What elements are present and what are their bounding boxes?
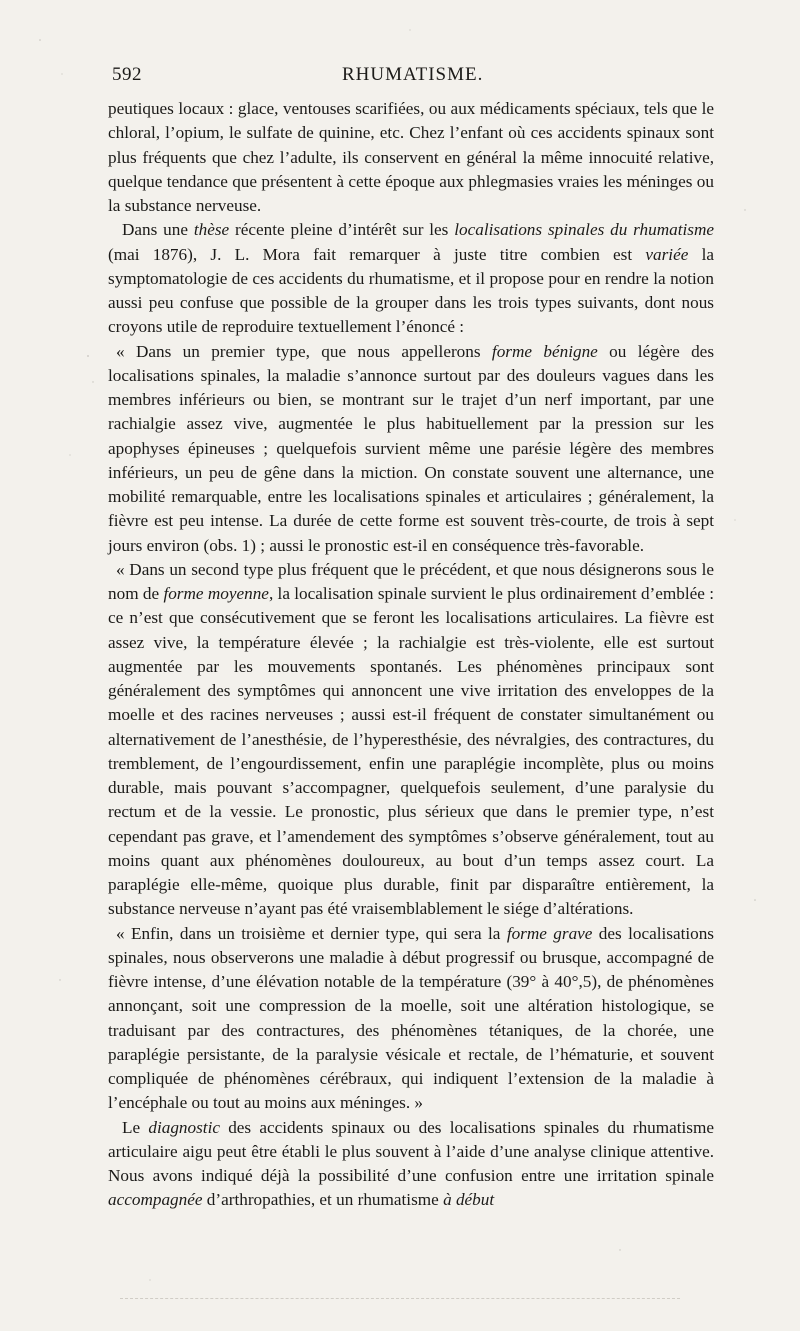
italic-text-run: forme moyenne — [163, 584, 269, 603]
text-run: récente pleine d’intérêt sur les — [229, 220, 455, 240]
text-run: « Dans un premier type, que nous appellerons — [116, 341, 492, 361]
paragraph-diagnostic — [108, 1116, 714, 1213]
italic-text-run: forme grave — [506, 923, 593, 943]
paragraph-forme-moyenne — [108, 558, 714, 922]
text-run: peutiques locaux : glace, ventouses scarifiées, ou aux médicaments spéciaux, tels que le chloral, l’opium, le sulfate de quinine, etc. Chez l’enfant où ces accidents spinaux sont plus fréquents que chez l’adulte, ils conservent en général la même innocuité relative, quelque tendance que présentent à cette époque aux phlegmasies vraies les méninges ou la substance nerveuse. — [108, 99, 714, 215]
italic-text-run: à début — [443, 1190, 495, 1210]
italic-text-run: diagnostic — [148, 1117, 220, 1137]
italic-text-run: thèse — [193, 220, 230, 240]
text-run: ou légère des localisations spinales, la maladie s’annonce surtout par des douleurs vagues dans les membres inférieurs ou bien, se montrant sur le trajet d’un nerf important, par une rachialgie assez vive, augmentée le plus habituellement par la pression sur les apophyses épineuses ; quelquefois survient même une parésie légère des membres inférieurs, un peu de gêne dans la miction. On constate souvent une alternance, une mobilité remarquable, entre les localisations spinales et articulaires ; généralement, la fièvre est peu intense. La durée de cette forme est souvent très-courte, de trois à sept jours environ (obs. 1) ; aussi le pronostic est-il en conséquence très-favorable. — [108, 341, 715, 555]
text-run: , la localisation spinale survient le plus ordinairement d’emblée : ce n’est que consécutivement que se feront les localisations articulaires. La fièvre est assez vive, la température élevée ; la rachialgie est très-violente, elle est surtout augmentée par les mouvements spontanés. Les phénomènes principaux sont généralement des symptômes qui annoncent une vive irritation des enveloppes de la moelle et des racines nerveuses ; aussi est-il fréquent de constater simultanément ou alternativement de l’anesthésie, de l’hyperesthésie, des névralgies, des contractures, du tremblement, de l’engourdissement, enfin une paraplégie incomplète, plus ou moins durable, mais pouvant s’accompagner, quelquefois seulement, d’une paralysie du rectum et de la vessie. Le pronostic, plus sérieux que dans le premier type, n’est cependant pas grave, et l’amendement des symptômes s’observe généralement, tout au moins quant aux phénomènes douloureux, au bout d’un temps assez court. La paraplégie elle-même, quoique plus durable, finit par disparaître entièrement, la substance nerveuse n’ayant pas été vraisemblablement le siége d’altérations. — [108, 584, 714, 919]
paragraph-forme-benigne — [108, 340, 714, 558]
italic-text-run: forme bénigne — [491, 341, 598, 361]
text-run: des localisations spinales, nous observerons une maladie à début progressif ou brusque, accompagné de fièvre intense, d’une élévation notable de la température (39° à 40°,5), de phénomènes annonçant, soit une compression de la moelle, soit une altération histologique, se traduisant par des contractures, des phénomènes tétaniques, de la chorée, une paraplégie persistante, de la paralysie vésicale et rectale, de l’hématurie, et souvent compliquée de phénomènes cérébraux, qui indiquent l’extension de la maladie à l’encéphale ou tout au moins aux méninges. » — [108, 923, 714, 1113]
body-text — [108, 97, 714, 1213]
page-bottom-smudge — [120, 1298, 680, 1301]
paragraph-mora-thesis — [108, 218, 714, 339]
page-header — [112, 64, 712, 94]
running-title: RHUMATISME. — [342, 64, 484, 85]
italic-text-run: accompagnée — [108, 1190, 203, 1210]
paragraph-forme-grave — [108, 922, 714, 1116]
text-run: la symptomatologie de ces accidents du rhumatisme, et il propose pour en rendre la notion aussi peu confuse que possible de la grouper dans les trois types suivants, dont nous croyons utile de reproduire textuellement l’énoncé : — [108, 244, 714, 337]
text-run: « Dans un second type plus fréquent que le précédent, et que nous désignerons sous le nom de — [108, 559, 714, 603]
text-run: d’arthropathies, et un rhumatisme — [202, 1190, 444, 1210]
text-run: (mai 1876), J. L. Mora fait remarquer à juste titre combien est — [108, 244, 646, 264]
page-number: 592 — [112, 64, 142, 85]
text-run: Dans une — [122, 220, 194, 240]
text-run: Le — [122, 1117, 149, 1137]
paragraph-continuation — [108, 97, 714, 218]
italic-text-run: variée — [645, 244, 689, 264]
text-run: « Enfin, dans un troisième et dernier type, qui sera la — [116, 923, 507, 943]
text-run: des accidents spinaux ou des localisations spinales du rhumatisme articulaire aigu peut être établi le plus souvent à l’aide d’une analyse clinique attentive. Nous avons indiqué déjà la possibilité d’une confusion entre une irritation spinale — [108, 1117, 714, 1185]
italic-text-run: localisations spinales du rhumatisme — [454, 220, 715, 240]
